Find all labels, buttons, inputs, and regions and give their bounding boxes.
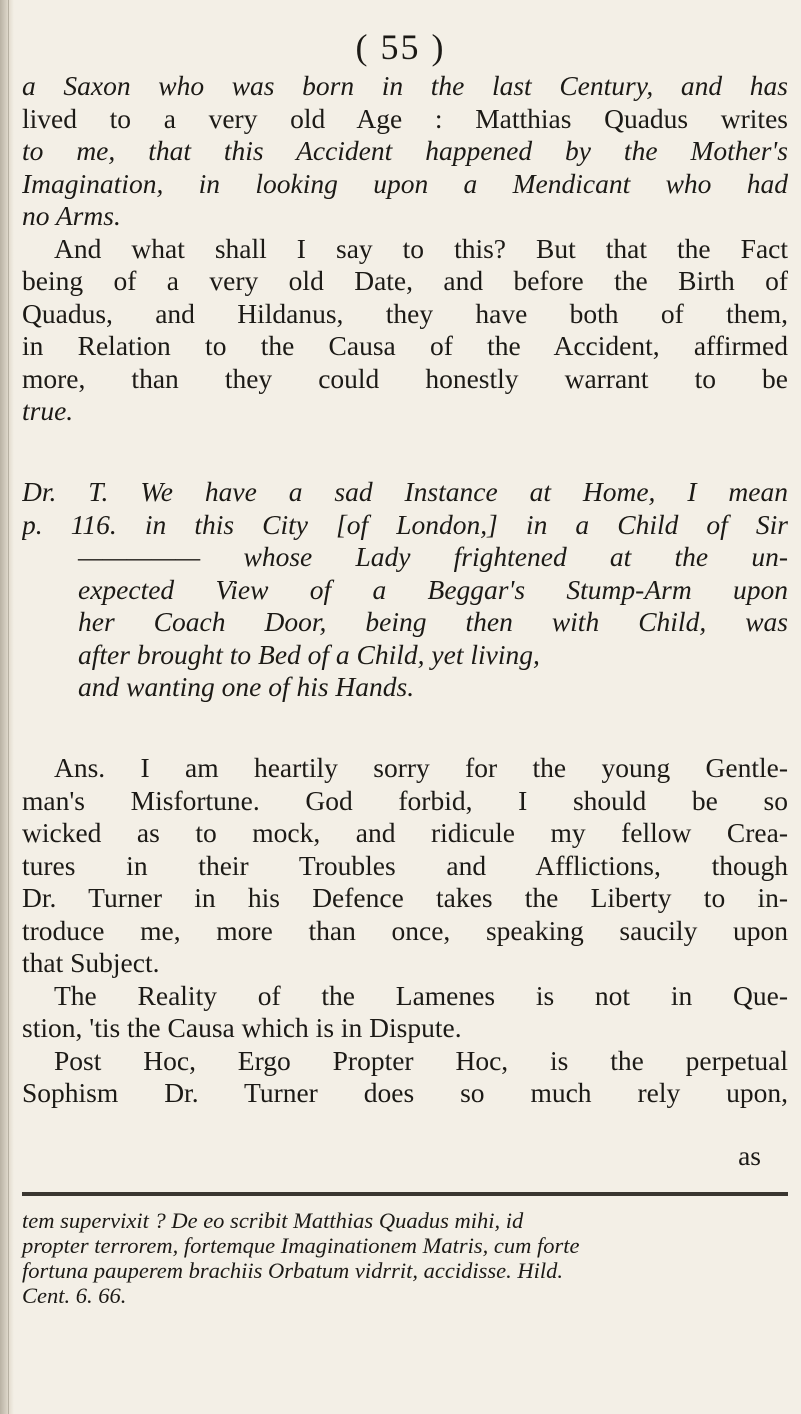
text-line: Imagination, in looking upon a Mendicant who had — [22, 167, 788, 199]
text-line: And what shall I say to this? But that the Fact — [54, 232, 788, 264]
text-line: her Coach Door, being then with Child, was — [78, 606, 788, 637]
footnote-rule — [22, 1192, 788, 1196]
text-line: wicked as to mock, and ridicule my fellow Crea- — [22, 817, 788, 848]
text-line: no Arms. — [22, 200, 121, 231]
text-line: man's Misfortune. God forbid, I should be so — [22, 784, 788, 816]
paragraph-dr-turner-quote — [22, 476, 788, 704]
footnote-line: tem supervixit ? De eo scribit Matthias Quadus mihi, id — [22, 1208, 524, 1233]
paragraph-answer — [22, 752, 788, 1110]
text-line: ————— whose Lady frightened at the un- — [78, 541, 788, 572]
text-line: true. — [22, 395, 74, 426]
text-line: that Subject. — [22, 947, 160, 978]
footnote-line: Cent. 6. 66. — [22, 1283, 127, 1308]
text-line: Dr. Turner in his Defence takes the Liberty to in- — [22, 882, 788, 913]
text-line: lived to a very old Age : Matthias Quadus writes — [22, 102, 788, 134]
text-line: The Reality of the Lamenes is not in Que- — [54, 979, 788, 1011]
footnote-line: propter terrorem, fortemque Imaginationem Matris, cum forte — [22, 1233, 580, 1258]
text-line: Post Hoc, Ergo Propter Hoc, is the perpetual — [54, 1044, 788, 1076]
text-line: p. 116. in this City [of London,] in a Child of Sir — [22, 508, 788, 540]
text-line: Dr. T. We have a sad Instance at Home, I mean — [22, 476, 788, 507]
binding-gutter — [0, 0, 14, 1414]
text-line: stion, 'tis the Causa which is in Dispute. — [22, 1012, 462, 1043]
text-line: and wanting one of his Hands. — [78, 671, 415, 702]
text-line: Ans. I am heartily sorry for the young Gentle- — [54, 752, 788, 783]
text-line: being of a very old Date, and before the Birth of — [22, 265, 788, 296]
text-line: a Saxon who was born in the last Century, and has — [22, 70, 788, 101]
text-line: troduce me, more than once, speaking saucily upon — [22, 914, 788, 946]
catchword: as — [738, 1140, 761, 1171]
text-line: expected View of a Beggar's Stump-Arm upon — [78, 573, 788, 605]
text-line: to me, that this Accident happened by the Mother's — [22, 135, 788, 166]
gutter-line — [8, 0, 9, 1414]
page-number: ( 55 ) — [355, 27, 446, 67]
text-line: Quadus, and Hildanus, they have both of them, — [22, 297, 788, 329]
text-line: tures in their Troubles and Afflictions, though — [22, 849, 788, 881]
footnote-line: fortuna pauperem brachiis Orbatum vidrrit, accidisse. Hild. — [22, 1258, 564, 1283]
text-line: in Relation to the Causa of the Accident, affirmed — [22, 330, 788, 361]
text-line: more, than they could honestly warrant to be — [22, 362, 788, 394]
footnote — [22, 1208, 788, 1308]
paragraph-saxon — [22, 70, 788, 428]
text-line: after brought to Bed of a Child, yet living, — [78, 638, 540, 670]
text-line: Sophism Dr. Turner does so much rely upon, — [22, 1077, 788, 1108]
